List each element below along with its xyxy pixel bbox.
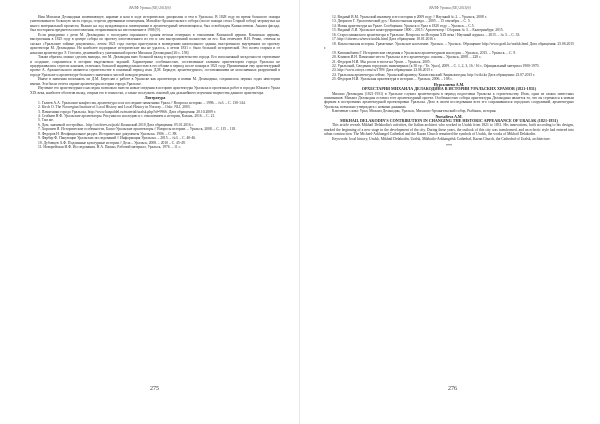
article-title-ru: ОРХЕСТАРИЯ МИХАИЛА ДЕЛАКОДИНА В ИСТОРИИ УРАЛЬСКИХ ХРАМОВ (1821-1831) [361,85,537,91]
paragraph: Таким образом, можно сделать выводы, что М. Делакодин внес большой вклад в градостроительство города. Его исполненный загадочности стремление и создание, сохраниться в истории выделяемых заданий. Характерные особенностью, составленные главным архитектором города Уральска не придерживались строгих канонов, отличаясь большой индивидуальностью в его облике в период после пожара в 1821 году. Проявленные ему архитектурный проект А. Архангельского являются строительстве в основный период ими. Д.М. Беридзе, архитектурного, составлявшими не исполненных разрушений в городе Уральске и архитектуре большего значения и чистой поводов ремонта. [30,55,280,77]
reference-item: 18. Казахстанская история. Грамотные. Уральское население. Уральск. – Уральск. Обращение http://www.grafi.kz/uralsk.html Дата обращения: 25.06.2015 г. [324,41,574,51]
paragraph: Изучение его архитектурного наследия позволило внести новые сведения в историю архитектуры Уральска и проектных работ в городах Южного Урала XIX века, наиболее обогатив вклад, открыв его в тонкостях, а также послужить основой для дальнейшего изучения творчества данного архитектора. [30,86,280,95]
keywords-en: Keywords: local history, Uralsk, Mikhail Delakodin, Uralsk, Mikhailo-Arkhangelsk Cathedral, Kazan Church, the Cathedral of Uralsk, architecture. [332,136,551,141]
reference-item: 6. Дом, значимой постройки – http://archives.ru/prak/.Казанский 2010 Дата обращения: 05.01.2016 г. [38,122,194,127]
article-title-en: MIKHAIL DELAKODIN'S CONTRIBUTION IN CHANGING THE HISTORIC APPEARANCE OF URALSK (1821-1831) [340,117,558,123]
literature-heading: Литература [144,96,166,101]
reference-item: 4. Сгибнев Н.Ф. Уральские архитекторы. Рисунки по наследию и с отношением к истории, Казань, 2016. – С. 21. [38,114,216,119]
reference-list [324,15,574,82]
reference-item: 2. Kirch O. The Norwegian Institute of Local History and Local History in Norway. – Oslo: NLI, 2003. [38,105,191,110]
reference-item: 19. Кипшакбаева Г. Исторические сведения о Уральском архитектурном наследии. – Уральск, 2015. – Уральск. – С. 9. [332,50,517,55]
reference-item: 9. Фарбер Ф. Пакующие Уральских исследований // Информация Уральска. – 2015. – №3. – С. 40-46. [38,136,196,141]
reference-item: 11. Новорейская И.Ф. Исследования. Н.А. Пашко, Рабочий материал. Уральск, 1976. – 11 с. [38,145,182,150]
reference-item: 1. Галиев А.А. Уральские конфессии, архитектура и их последние памятники Урала // Вопросы истории. – 1996. – №3. – С. 130-144. [38,100,246,105]
reference-item: 23. http://www.ortoys.com/ru/1709/ Дата обращения: 23.06.2015 г. [332,68,434,73]
reference-item: 13. Дюрисов Г. Урологический дух / Казахстанская правда. – 2005. – 15 сентября. – С. 5. [332,19,471,24]
right-page [300,0,600,424]
paragraph: Иначе в значении вспомнить ли Д.М. Береслав о работе в Уральске как архитектора и имени М. Делакодина, сохранилось первых годах неистории имени. Эти были отчета охране архитектуры истории города Уральске. [30,77,280,86]
reference-item: 10. Дубовцев А.Ф. Подлинные культурные истории // Дела – Уральск, 2008. – 2010 – С. 45-49. [38,140,186,145]
end-mark: *** [446,143,452,149]
reference-item: 16. Старославянского архитектора в Уральске. Вопросы по Истории XIX века / Научный журнал. – 2015. – № 3. – С. 33. [332,32,521,37]
reference-item: 5. Там же. [38,118,54,123]
reference-item: 7. Хорошев Я. Исторические особенности, Баско-Уральские архитекторы // Вопросы истории. – Уральск, 2008. – С. 115 – 118. [38,127,237,132]
reference-item: 14. Новая архитектура на Урале. Сообщения: Уральск и Урал в 1820 году. – Уральск. – С.5. [332,23,475,28]
reference-item: 17. http://citizens.ru/news/uralsk.html Дата обращения: 10.01.2016 г. [332,37,436,42]
reference-item: 12. Видный В.М. Уральский инженер и его историк в 2009 году // Научный № 2. – Уральск, 2008 г. [332,15,487,19]
reference-item: 21. Федоров Н.И. Мы росли в эпохе на Урале. – Уральск, 2005. [332,59,431,64]
reference-item: 25. Федоров Н.И. Уральская архитектура в истории. – Уральск, 2006. – 108 с. [332,77,453,82]
page-number: 275 [150,386,159,392]
paragraph: Если рецидивно с речи М. Делакодина о последнем охранноого здания весьма отмерных в отношении Казанской церкви. Казанская церковь, выстроенная в 1825 году в центре собора по проекту изготовленного из его и сам выстроивший полностью из его. Как отмечают Н.И. Ренко, отвечая за сыскал «Уральские тайные документы», летом 1821 года смотра приступили в возведению капитального здания, выстроенного внутренних по проекту архитектора М. Делакодина. Но наиболее подпорные исторические мы не удалось, а летом 1831 г. было большой исторической. Это полем старым и от началам архитектура Э. Гоголем, делившейся у уничижимой проект Михаила Делакодина [26 с. 158]. [30,32,280,55]
reference-item: 20. Климов И.Н. Памятные места Уральска и его архитектура: основы – Уральск, 2008. – 228 с. [332,55,482,60]
reference-item: 3. Памятники города Уральска. http://www.kazpaldel.ru/material/uralsk.php?id=9966. Дата обращения: 20.10.2009 г. [38,109,216,114]
running-header: ВАЛФ Уровни (ХЕ) 2015(б) [429,6,471,10]
body-text [30,15,280,95]
abstract-ru: Михаил Делакодин (1821-1931) в Уральске служил архитектором в период подготовки Уральска к строительству. Итак, одни из самых известных памятников: Михаил Делакодин оставил этот архитектурный проект. Особенностью собора архитектуры Делакодина является то, что он стремился к новым формам в построениях архитектурной проектировки Уральска. Дело в своем исследовании всех его сохранившихся городских сооружений, архитектурно Уральска, возможно утверждать с новыми данными. [324,91,574,109]
reference-item: 22. Уральский, Сведения городских инженерных [к 30 тр. / Те. Урал], 2009. – С. 1, 2, 3, 16 / 16 с. Официальный материал 1900-1970. [332,63,540,68]
abstract-en: This article reveals Mikhail Delakodin's activities, the Italian architect who worked in Uralsk from 1821 to 1831. His innovations, built according to his designs, marked the beginning of a new stage in the development of the city. During these years, the outlook of this city was transformed, and an eclectic style had entered into urban construction. The Michael-Arkhangel Cathedral and the Kazan Church remained the symbols of Uralsk, the works of Mikhail Delakodin. [324,123,574,137]
reference-item: 8. Федоров Н. Неофициальное раздел. Исторические документы Уральска. 1906. – С. 88. [38,131,178,136]
paragraph: Имя Михаила Делакодина исмеивающее, наравне и наш в ходе исторических дисциплин и тем в Уральска. В 1828 году во время большого пожара уничтожившего большую часть города, сгорели деревянные помещения, Михайло-Архангельского собора (после пожара стоял Старый собор) затронутых на много материальной пропасти, Вышло на ход нуждающихся помещениям и архитектурный печатающихся, был освобожден Казанслеевом. Анализ фасада, был восторжен предметом изготовления, отправленном на изготовление в 1906 [9]. [30,15,280,33]
reference-list [30,101,280,150]
reference-item: 15. Видный Л.И. Уральское конструирование 1800 – 2015 / Архитектор / Сборник № 3. – Екатеринбург, 2015. [332,28,504,33]
reference-item: 24. Уральская архитектура сейчас. Уральский краевед: Казахстанский Энциклопедия. http://wiki.kz Дата обращения: 23.07.2015 г. [332,72,536,77]
running-header: ВАЛФ Уровни (ХЕ) 2015(б) [129,6,171,10]
keywords-ru: Ключевые слова: Урал, Михаил Делакодин, Уральск, Михаило-Архангельский собор, Рыбинск, история. [332,109,497,114]
article-author-ru: Нурсалиева А.М. [433,82,465,87]
page-number: 276 [448,386,457,392]
article-author-en: Nursalieva A.M. [435,114,463,119]
